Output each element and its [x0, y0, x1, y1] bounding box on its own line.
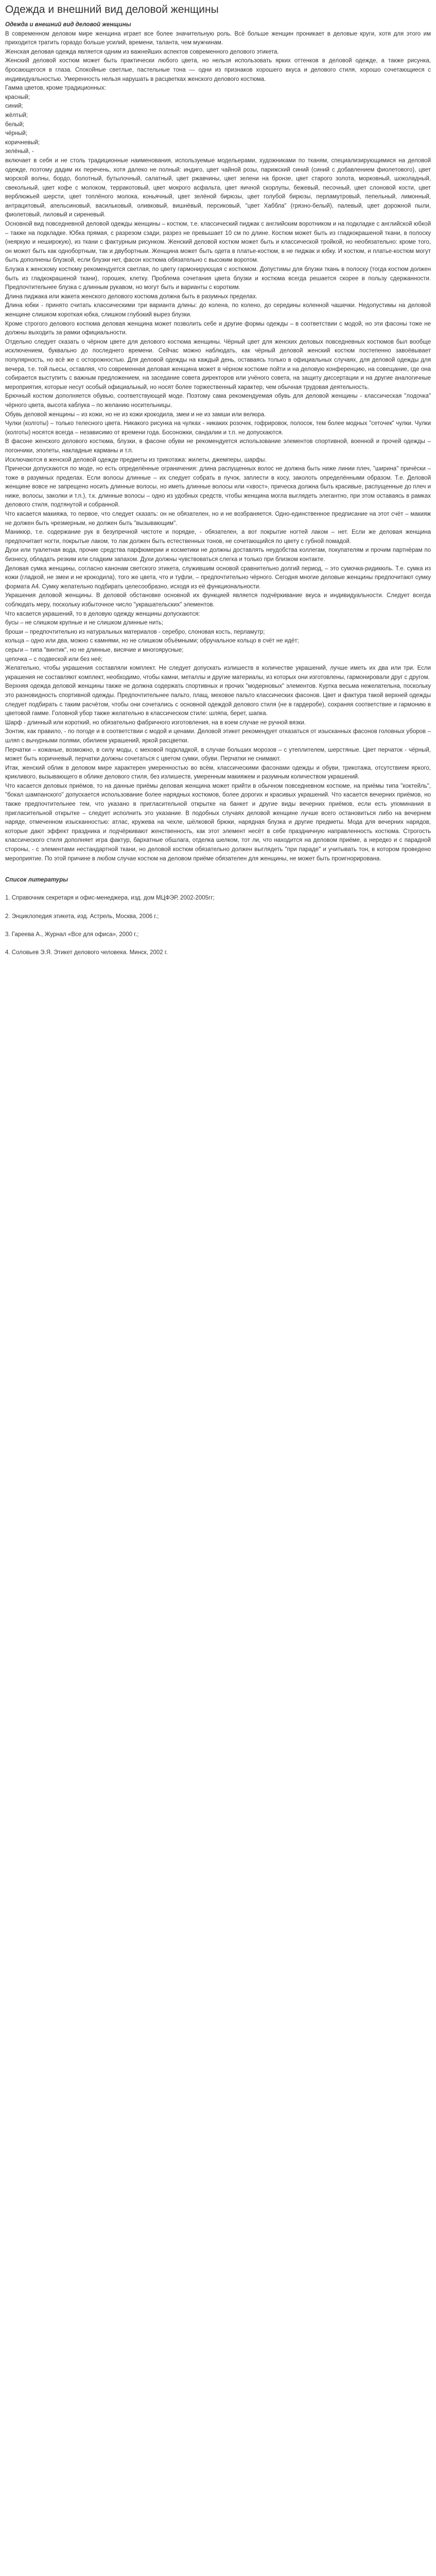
body-paragraph: Обувь деловой женщины – из кожи, но не из кожи крокодила, змеи и не из замши или велюра.: [5, 411, 266, 418]
body-paragraph: Отдельно следует сказать о чёрном цвете для делового костюма женщины. Чёрный цвет для женских деловых повседневных костюмов был вообще исключением, буквально до последнего времени. Сейчас можно наблюдать, как чёрный деловой женский костюм постепенно завоёвывает популярность, но всё же с осторожностью. Для деловой одежды на каждый день, оставаясь только в официальных случаях, для деловой одежды для вечера, т.е. той пьесы, оставляя, что современная деловая женщина может в чёрном костюме пойти и на деловую конференцию, на совещание, где она собирается выступить с важным предложением, на заседание совета директоров или учёного совета, на защиту диссертации и на другие аналогичные мероприятия, которые несут особый официальный, но носят более торжественный характер, чем обычная трудовая деятельность.: [5, 338, 431, 391]
body-paragraph: Женская деловая одежда является одним из важнейших аспектов современного делового этикета.: [5, 48, 279, 55]
body-paragraph: Женский деловой костюм может быть практически любого цвета, но нельзя использовать ярких оттенков в деловой одежде, а также рисунка, бросающегося в глаза. Спокойные светлые, пастельные тона — одни из признаков хорошего вкуса и делового стиля, хорошо сочетающиеся с индивидуальностью. Умеренность нельзя нарушать в расцветках женского делового костюма.: [5, 58, 431, 82]
body-paragraph: цепочка – с подвеской или без неё;: [5, 656, 103, 663]
body-paragraph: кольца – одно или два, можно с камнями, но не слишком объёмными; обручальное кольцо в счёт не идёт;: [5, 638, 299, 645]
body-paragraph: Основной вид повседневной деловой одежды женщины – костюм, т.е. классический пиджак с английским воротником и на подкладке с английской юбкой – также на подкладке. Юбка прямая, с разрезом сзади, разрез не превышает 10 см по длине. Костюм может быть из гладкокрашеной ткани, в полоску (неяркую и неширокую), из ткани с фактурным рисунком. Женский деловой костюм может быть и классической тройкой, но необязательно: кроме того, он может быть как однобортным, так и двубортным. Женщина может быть одета в платье-костюм, в не пиджак и юбку. И костюм, и платье-костюм могут быть дополнены блузкой, если блузки нет, фасон костюма обязательно с высоким воротом.: [5, 221, 431, 264]
body-paragraph: Шарф - длинный или короткий, но обязательно фабричного изготовления, на в коем случае не ручной вязки.: [5, 719, 306, 726]
body-paragraph: Блузка к женскому костюму рекомендуется светлая, по цвету гармонирующая с костюмом. Допустимы для блузки ткань в полоску (тогда костюм должен быть из гладкокрашеной ткани), горошек, клетку. Проблема сочетания цвета блузки и костюма всегда решается скорее в пользу сдержанности. Предпочтительнее блузка с длинным рукавом, но могут быть и варианты с коротким.: [5, 266, 431, 291]
spacer: [5, 939, 431, 948]
body-paragraph: Верхняя одежда деловой женщины также не должна содержать спортивных и прочих "модерновых" элементов. Куртка весьма нежелательна, поскольку это разновидность спортивной одежды. Предпочтительнее пальто, плащ, меховое пальто классических фасонов. Цвет и фактура такой верхней одежды следует подбирать с таким расчётом, чтобы они сочетались с основной одеждой делового стиля (не в гардеробе), сохраняя соответствие и гармонию в цветовой гамме. Головной убор также желательно в классическом стиле: шляпа, берет, шапка.: [5, 683, 431, 717]
body-paragraph: Брючный костюм дополняется обувью, соответствующей моде. Поэтому сама рекомендуемая обувь для деловой женщины - классическая "лодочка" чёрного цвета, высота каблука – по желанию носительницы.: [5, 393, 431, 409]
body-paragraph: броши – предпочтительно из натуральных материалов - серебро, слоновая кость, перламутр;: [5, 629, 265, 635]
body-paragraph: Кроме строгого делового костюма деловая женщина может позволить себе и другие формы одежды – в соответствии с модой, но эти фасоны тоже не должны выходить за рамки официальности.: [5, 320, 431, 336]
body-paragraph: Длина пиджака или жакета женского делового костюма должна быть в разумных пределах.: [5, 293, 257, 300]
body-paragraph: бусы – не слишком крупные и не слишком длинные нить;: [5, 620, 163, 626]
body-paragraph: Зонтик, как правило, - по погоде и в соответствии с модой и ценами. Деловой этикет рекомендует отказаться от изысканных фасонов головных уборов – шляп с вычурными полями, обилием украшений, яркой расцветки.: [5, 728, 431, 744]
body-paragraph: В фасоне женского делового костюма, блузки, в фасоне обуви не рекомендуется использование элементов спортивной, военной и прочей одежды – погончики, эполеты, накладные карманы и т.п.: [5, 438, 431, 454]
body-paragraph: Длина юбки - принято считать классическими три варианта длины: до колена, по колено, до середины коленной чашечки. Недопустимы на деловой женщине слишком короткая юбка, слишком глубокий вырез блузки.: [5, 302, 431, 318]
body-paragraph: серьги – типа "винтик", но не длинные, висячие и многоярусные;: [5, 647, 184, 653]
references-list: [5, 894, 431, 957]
body-paragraph: Маникюр, т.е. содержание рук в безупречной чистоте и порядке, - обязателен, а вот покрытие ногтей лаком – нет. Если же деловая женщина предпочитает ногти, покрытые лаком, то лак должен быть естественных тонов, не сочетающийся по цвету с губной помадой.: [5, 529, 431, 545]
body-paragraph: красный;: [5, 94, 30, 100]
body-paragraph: Перчатки – кожаные, возможно, в силу моды, с меховой подкладкой, в случае больших морозов – с утеплителем, шерстяные. Цвет перчаток - чёрный, может быть коричневый, перчатки должны сочетаться с цветом сумки, обуви. Перчатки не снимают.: [5, 747, 431, 762]
body-paragraph: Исключаются в женской деловой одежде предметы из трикотажа: жилеты, джемперы, шарфы.: [5, 456, 267, 463]
body-paragraph: жёлтый;: [5, 112, 28, 118]
body-paragraph: Что касается деловых приёмов, то на данные приёмы деловая женщина может прийти в обычном повседневном костюме, на приёмы типа "коктейль", "бокал шампанского" допускается использование более нарядных костюмов, более дорогих и красивых украшений. Что касается вечерних приёмов, но также предпочтительнее тем, что указано в пригласительной открытке на банкет и другие виды вечерних приёмов, если есть упоминания в пригласительной открытке – следует исполнить это указание. В подобных случаях деловой женщине лучше всего остановиться либо на вечернем наряде, отмеченном изысканностью: атлас, кружева на чехле, шёлковой брюки, нарядная блузка и другие предметы. Мода для вечерних нарядов, которые дают эффект праздника и подчёркивают женственность, как этот элемент несёт в себе праздничную направленность костюма. Строгость классического стиля дополняет игра фактур, бархатные обшлага, отделка шелком, тот ли, что находится на деловом приёме, а нередко и с парадной стороны, - с элементами нестандартной ткани, но деловой костюм обязательно должен выглядеть "при параде" и учитывать тон, в котором проведено мероприятие. По этой причине в любом случае костюм на деловом приёме обязателен для женщины, не может быть проигнорирована.: [5, 783, 431, 862]
body-paragraph: зелёный, -: [5, 148, 34, 155]
reference-item: 2. Энциклопедия этикета, изд. Астрель, Москва, 2006 г.;: [5, 913, 159, 920]
document-body: [5, 30, 431, 864]
body-paragraph: Желательно, чтобы украшения составляли комплект. Не следует допускать излишеств в количестве украшений, лучше иметь их два или три. Если украшения не составляют комплект, необходимо, чтобы камни, металлы и другие материалы, из которых они изготовлены, гармонировали друг с другом.: [5, 665, 431, 681]
document-subtitle: Одежда и внешний вид деловой женщины: [5, 22, 131, 28]
body-paragraph: Духи или туалетная вода, прочие средства парфюмерии и косметики не должны доставлять неудобства коллегам, покупателям и прочим партнёрам по бизнесу, обладать резким или сладким запахом. Духи должны чувствоваться слегка и только при близком контакте.: [5, 547, 431, 563]
body-paragraph: Чулки (колготы) – только телесного цвета. Никакого рисунка на чулках - никаких розочек, гофрировок, полосок, тем более модных "сеточек" чулки. Чулки (колготы) носятся всегда – независимо от времени года. Босоножки, сандалии и т.п. не допускаются.: [5, 420, 431, 436]
body-paragraph: Прически допускаются по моде, но есть определённые ограничения: длина распущенных волос не должна быть ниже линии плеч, "ширина" причёски – тоже в разумных пределах. Если волосы длинные – их следует собрать в пучок, заплести в косу, заколоть определёнными образом. Т.е. Деловой женщине вовсе не запрещено носить длинные волосы, но иметь длинные волосы или «хвост», прическа должна быть красивые, распущенные до плеч и ниже, волосы, заколки и т.п.), т.к. длинные волосы – одно из удобных средств, чтобы женщина могла выглядеть элегантно, при этом оставаясь в рамках делового стиля, подтянутой и собранной.: [5, 466, 431, 509]
spacer: [5, 885, 431, 894]
body-paragraph: белый;: [5, 121, 25, 128]
body-paragraph: В современном деловом мире женщина играет все более значительную роль. Всё больше женщин проникает в деловые круги, хотя для этого им приходится тратить гораздо больше усилий, времени, таланта, чем мужчинам.: [5, 30, 431, 46]
page-title: Одежда и внешний вид деловой женщины: [5, 4, 219, 15]
references-title: Список литературы: [5, 877, 68, 884]
body-paragraph: Итак, женский облик в деловом мире характерен умеренностью во всём, классическими фасонами одежды и обуви, трикотажа, отсутствием яркого, крикливого, вызывающего в облике делового стиля, без излишеств, умеренным макияжем и разумным количеством украшений.: [5, 765, 431, 781]
spacer: [5, 921, 431, 930]
reference-item: 4. Соловьев Э.Я. Этикет делового человека. Минск, 2002 г.: [5, 949, 168, 956]
body-paragraph: Что касается украшений, то в деловую одежду женщины допускаются:: [5, 611, 200, 617]
body-paragraph: включает в себя и не столь традиционные наименования, используемые модельерами, художниками по тканям, специализирующимися на деловой одежде, поэтому дадим их перечень, хотя далеко не полный: индиго, цвет чайной розы, парижский синий (синий с добавлением фиолетового), цвет морской волны, бордо, болотный, бутылочный, салатный, цвет ржавчины, цвет зелени на бронзе, цвет старого золота, морковный, шоколадный, свекольный, цвет кофе с молоком, терракотовый, цвет мокрого асфальта, цвет яичной скорлупы, бежевый, песочный, цвет слоновой кости, цвет верблюжьей шерсти, цвет топлёного молока, коньячный, цвет зелёной бирюзы, цвет голубой бирюзы, перламутровый, пепельный, лимонный, антрацитовый, апельсиновый, васильковый, оливковый, вишнёвый, персиковый, "цвет Хаббла" (грязно-белый), палевый, цвет дорожной пыли, фиолетовый, лиловый и сиреневый.: [5, 157, 431, 218]
spacer: [5, 903, 431, 912]
body-paragraph: Гамма цветов, кроме традиционных:: [5, 85, 106, 92]
document-page: [0, 0, 436, 968]
body-paragraph: Деловая сумка женщины, согласно канонам светского этикета, служившим основой сравнительно долгий период, – это сумочка-ридикюль. Т.е. сумка из кожи (гладкой, не змеи и не крокодила), того же цвета, что и туфли, – предпочтительно чёрного. Сегодня многие деловые женщины предпочитают сумку формата А4. Сумку желательно подбирать целесообразно, исходя из её функциональности.: [5, 565, 431, 590]
body-paragraph: коричневый;: [5, 139, 40, 146]
body-paragraph: Украшения деловой женщины. В деловой обстановке основной их функцией является подчёркивание вкуса и индивидуальности. Следует всегда соблюдать меру, поскольку избыточное число "украшательских" элементов.: [5, 592, 431, 608]
body-paragraph: синий;: [5, 103, 23, 110]
reference-item: 3. Гареева А., Журнал «Все для офиса», 2000 г.;: [5, 931, 139, 938]
body-paragraph: Что касается макияжа, то первое, что следует сказать: он не обязателен, но и не возбраняется. Одно-единственное предписание на этот счёт – макияж не должен быть чрезмерным, не должен быть "вызывающим".: [5, 511, 431, 527]
reference-item: 1. Справочник секретаря и офис-менеджера, изд. дом МЦФЭР, 2002-2005гг;: [5, 895, 215, 902]
body-paragraph: чёрный;: [5, 130, 28, 137]
